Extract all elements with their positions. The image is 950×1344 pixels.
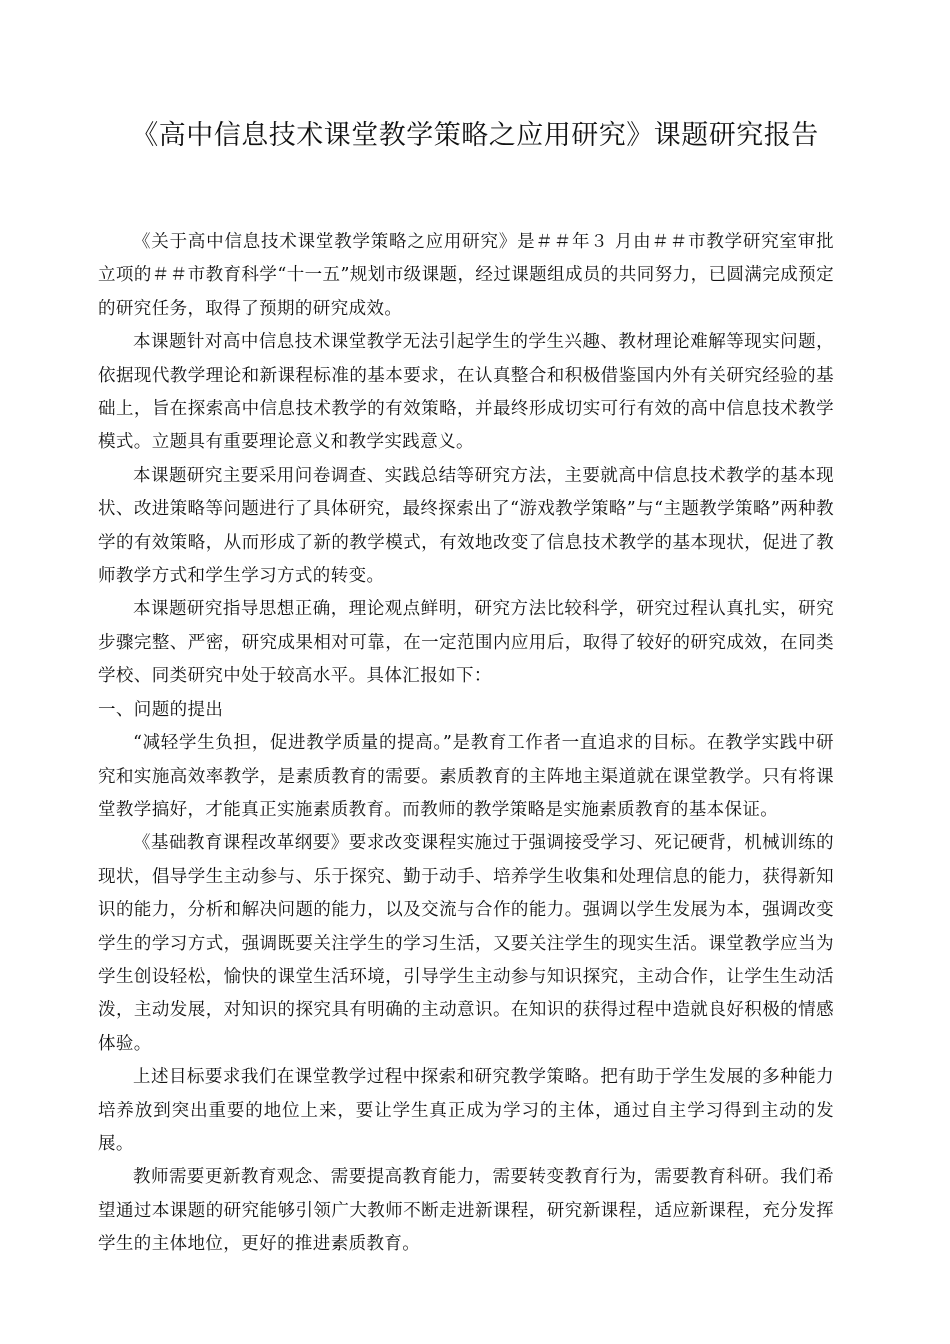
intro-paragraph: 《关于高中信息技术课堂教学策略之应用研究》是＃＃年３ 月由＃＃市教学研究室审批立项的＃＃市教育科学“十一五”规划市级课题，经过课题组成员的共同努力，已圆满完成预定的研究任务，取得了预期的研究成效。 (98, 232, 834, 319)
background-paragraph: 本课题针对高中信息技术课堂教学无法引起学生的学生兴趣、教材理论难解等现实问题，依据现代教学理论和新课程标准的基本要求，在认真整合和积极借鉴国内外有关研究经验的基础上，旨在探索高中信息技术教学的有效策略，并最终形成切实可行有效的高中信息技术教学模式。立题具有重要理论意义和教学实践意义。 (98, 332, 834, 453)
document-title: 《高中信息技术课堂教学策略之应用研究》课题研究报告 (131, 120, 819, 151)
document-body (98, 226, 834, 1262)
section-paragraph: 《基础教育课程改革纲要》要求改变课程实施过于强调接受学习、死记硬背，机械训练的现状，倡导学生主动参与、乐于探究、勤于动手、培养学生收集和处理信息的能力，获得新知识的能力，分析和解决问题的能力，以及交流与合作的能力。强调以学生发展为本，强调改变学生的学习方式，强调既要关注学生的学习生活，又要关注学生的现实生活。课堂教学应当为学生创设轻松，愉快的课堂生活环境，引导学生主动参与知识探究，主动合作，让学生生动活泼，主动发展，对知识的探究具有明确的主动意识。在知识的获得过程中造就良好积极的情感体验。 (98, 833, 834, 1054)
section-paragraph: 教师需要更新教育观念、需要提高教育能力，需要转变教育行为，需要教育科研。我们希望通过本课题的研究能够引领广大教师不断走进新课程，研究新课程，适应新课程，充分发挥学生的主体地位，更好的推进素质教育。 (98, 1167, 834, 1255)
evaluation-paragraph: 本课题研究指导思想正确，理论观点鲜明，研究方法比较科学，研究过程认真扎实，研究步骤完整、严密，研究成果相对可靠，在一定范围内应用后，取得了较好的研究成效，在同类学校、同类研究中处于较高水平。具体汇报如下： (98, 599, 834, 687)
section-heading: 一、问题的提出 (98, 699, 224, 720)
section-paragraph: “减轻学生负担，促进教学质量的提高。”是教育工作者一直追求的目标。在教学实践中研究和实施高效率教学，是素质教育的需要。素质教育的主阵地主渠道就在课堂教学。只有将课堂教学搞好，才能真正实施素质教育。而教师的教学策略是实施素质教育的基本保证。 (98, 733, 834, 820)
section-paragraph: 上述目标要求我们在课堂教学过程中探索和研究教学策略。把有助于学生发展的多种能力培养放到突出重要的地位上来，要让学生真正成为学习的主体，通过自主学习得到主动的发展。 (98, 1067, 834, 1154)
methods-paragraph: 本课题研究主要采用问卷调查、实践总结等研究方法，主要就高中信息技术教学的基本现状、改进策略等问题进行了具体研究，最终探索出了“游戏教学策略”与“主题教学策略”两种教学的有效策略，从而形成了新的教学模式，有效地改变了信息技术教学的基本现状，促进了教师教学方式和学生学习方式的转变。 (98, 465, 834, 587)
